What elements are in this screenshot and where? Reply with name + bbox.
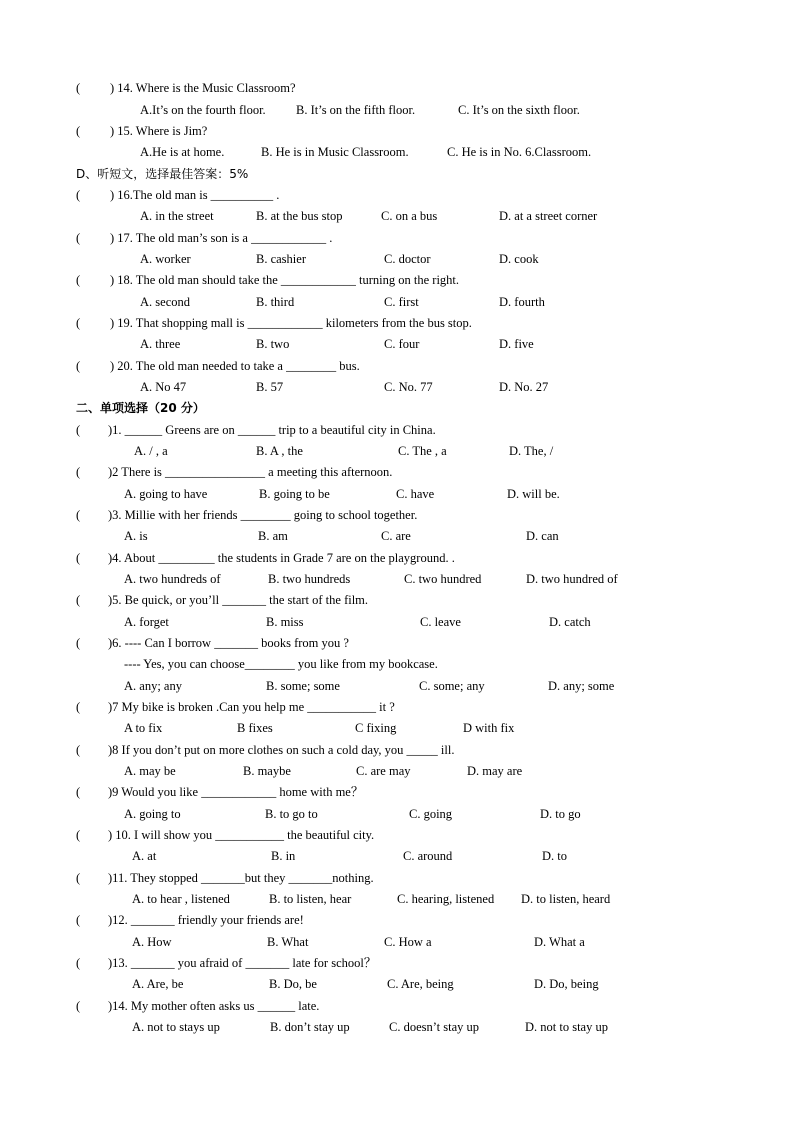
option-a: A. worker	[140, 252, 191, 266]
option-d: D. to go	[540, 807, 581, 821]
answer-paren: (	[76, 316, 81, 330]
option-b: B. cashier	[256, 252, 306, 266]
option-a: A. may be	[124, 764, 176, 778]
question-text: ) 15. Where is Jim?	[110, 124, 208, 138]
question-text: ---- Yes, you can choose________ you like from my bookcase.	[124, 657, 438, 671]
option-a: A. two hundreds of	[124, 572, 221, 586]
option-d: D. can	[526, 529, 559, 543]
option-b: B. A , the	[256, 444, 303, 458]
answer-paren: (	[76, 743, 81, 757]
option-d: D. not to stay up	[525, 1020, 608, 1034]
option-d: D. Do, being	[534, 977, 599, 991]
option-d: D. two hundred of	[526, 572, 618, 586]
answer-paren: (	[76, 231, 81, 245]
option-a: A. any; any	[124, 679, 182, 693]
question-text: )14. My mother often asks us ______ late.	[108, 999, 320, 1013]
question-text: ) 18. The old man should take the ____________ turning on the right.	[110, 273, 460, 287]
option-c: C. It’s on the sixth floor.	[458, 103, 580, 117]
answer-paren: (	[76, 700, 81, 714]
option-c: C. going	[409, 807, 453, 821]
question-text: ) 16.The old man is __________ .	[110, 188, 280, 202]
option-d: D. No. 27	[499, 380, 549, 394]
answer-paren: (	[76, 273, 81, 287]
option-a: A. in the street	[140, 209, 214, 223]
question-text: )4. About _________ the students in Grade 7 are on the playground. .	[108, 551, 455, 565]
option-b: B. to go to	[265, 807, 318, 821]
question-text: )6. ---- Can I borrow _______ books from you ?	[108, 636, 349, 650]
option-c: C. hearing, listened	[397, 892, 495, 906]
option-b: B. don’t stay up	[270, 1020, 350, 1034]
answer-paren: (	[76, 785, 81, 799]
option-c: C. He is in No. 6.Classroom.	[447, 145, 592, 159]
answer-paren: (	[76, 828, 81, 842]
question-text: )13. _______ you afraid of _______ late for school？	[108, 956, 377, 970]
option-b: B. am	[258, 529, 288, 543]
option-d: D. cook	[499, 252, 539, 266]
answer-paren: (	[76, 81, 81, 95]
option-d: D. catch	[549, 615, 591, 629]
option-a: A. three	[140, 337, 181, 351]
option-a: A.It’s on the fourth floor.	[140, 103, 266, 117]
option-a: A. to hear , listened	[132, 892, 230, 906]
option-a: A. No 47	[140, 380, 187, 394]
exam-page: ( ) 14. Where is the Music Classroom? A.It’s on the fourth floor. B. It’s on the fifth floor. C. It’s on the sixth floor. ( ) 15. Where is Jim? A.He is at home. B. He is in Music Classroom. C. He is in No. 6.Classroom. D、听短文，选择最佳答案：5% ( ) 16.The old man is __________ . A. in the street B. at the bus stop C. on a bus D. at a street corner ( ) 17. The old man’s son is a ____________ . A. worker B. cashier C. doctor D. cook ( ) 18. The old man should take the ____________ turning on the right. A. second B. third C. first D. fourth ( ) 19. That shopping mall is ____________ kilometers from the bus stop. A. three B. two C. four D. five ( ) 20. The old man needed to take a ________ bus. A. No 47 B. 57 C. No. 77 D. No. 27 二、单项选择（20 分） ( )1. ______ Greens are on ______ trip to a beautiful city in China. A. / , a B. A , the C. The , a D. The, / ( )2 There is ________________ a meeting this afternoon. A. going to have B. going to be C. have D. will be. ( )3. Millie with her friends ________ going to school together. A. is B. am C. are D. can ( )4. About _________ the students in Grade 7 are on the playground. . A. two hundreds of B. two hundreds C. two hundred D. two hundred of ( )5. Be quick, or you’ll _______ the start of the film. A. forget B. miss C. leave D. catch ( )6. ---- Can I borrow _______ books from you ? ---- Yes, you can choose________ you like from my bookcase. A. any; any B. some; some C. some; any D. any; some ( )7 My bike is broken .Can you help me ___________ it ? A to fix B fixes C fixing D with fix ( )8 If you don’t put on more clothes on such a cold day, you _____ ill. A. may be B. maybe C. are may D. may are ( )9 Would you like ____________ home with me？ A. going to B. to go to C. going D. to go ( ) 10. I will show you ___________ the beautiful city. A. at B. in C. around D. to ( )11. They stopped _______but they _______nothing. A. to hear , listened B. to listen, hear C. hearing, listened D. to listen, heard ( )12. _______ friendly your friends are! A. How B. What C. How a D. What a ( )13. _______ you afraid of _______ late for school？ A. Are, be B. Do, be C. Are, being D. Do, being ( )14. My mother often asks us ______ late. A. not to stays up B. don’t stay up C. doesn’t stay up D. not to stay up	[0, 0, 794, 1123]
option-a: A. is	[124, 529, 148, 543]
option-c: C. are may	[356, 764, 411, 778]
option-c: C. leave	[420, 615, 461, 629]
question-text: )7 My bike is broken .Can you help me ___________ it ?	[108, 700, 395, 714]
option-b: B. It’s on the fifth floor.	[296, 103, 416, 117]
question-text: )2 There is ________________ a meeting this afternoon.	[108, 465, 393, 479]
answer-paren: (	[76, 913, 81, 927]
question-text: )9 Would you like ____________ home with me？	[108, 785, 364, 799]
option-a: A to fix	[124, 721, 163, 735]
option-d: D. five	[499, 337, 534, 351]
option-c: C. The , a	[398, 444, 447, 458]
question-text: )3. Millie with her friends ________ going to school together.	[108, 508, 418, 522]
option-d: D. What a	[534, 935, 585, 949]
option-a: A. Are, be	[132, 977, 184, 991]
option-c: C. are	[381, 529, 411, 543]
option-c: C. doesn’t stay up	[389, 1020, 480, 1034]
option-a: A.He is at home.	[140, 145, 225, 159]
answer-paren: (	[76, 871, 81, 885]
question-text: ) 14. Where is the Music Classroom?	[110, 81, 296, 95]
option-b: B. Do, be	[269, 977, 317, 991]
answer-paren: (	[76, 508, 81, 522]
option-b: B. maybe	[243, 764, 291, 778]
option-c: C. two hundred	[404, 572, 482, 586]
answer-paren: (	[76, 636, 81, 650]
option-b: B. two hundreds	[268, 572, 351, 586]
question-text: ) 19. That shopping mall is ____________ kilometers from the bus stop.	[110, 316, 472, 330]
option-b: B. to listen, hear	[269, 892, 352, 906]
option-b: B. He is in Music Classroom.	[261, 145, 409, 159]
option-a: A. going to have	[124, 487, 208, 501]
option-c: C fixing	[355, 721, 397, 735]
option-d: D. fourth	[499, 295, 545, 309]
option-a: A. going to	[124, 807, 181, 821]
option-c: C. No. 77	[384, 380, 433, 394]
option-c: C. on a bus	[381, 209, 438, 223]
answer-paren: (	[76, 188, 81, 202]
option-c: C. have	[396, 487, 435, 501]
option-b: B. going to be	[259, 487, 330, 501]
option-c: C. around	[403, 849, 453, 863]
answer-paren: (	[76, 124, 81, 138]
option-a: A. at	[132, 849, 157, 863]
question-text: )11. They stopped _______but they _______nothing.	[108, 871, 374, 885]
option-c: C. first	[384, 295, 419, 309]
option-b: B. some; some	[266, 679, 340, 693]
option-d: D. to listen, heard	[521, 892, 611, 906]
question-text: ) 10. I will show you ___________ the beautiful city.	[108, 828, 375, 842]
option-b: B. miss	[266, 615, 304, 629]
option-d: D. any; some	[548, 679, 615, 693]
option-b: B. in	[271, 849, 296, 863]
option-d: D. to	[542, 849, 567, 863]
option-b: B. at the bus stop	[256, 209, 343, 223]
answer-paren: (	[76, 956, 81, 970]
question-text: )5. Be quick, or you’ll _______ the start of the film.	[108, 593, 369, 607]
option-b: B. What	[267, 935, 309, 949]
answer-paren: (	[76, 465, 81, 479]
option-d: D. at a street corner	[499, 209, 598, 223]
option-d: D with fix	[463, 721, 515, 735]
question-text: )1. ______ Greens are on ______ trip to a beautiful city in China.	[108, 423, 436, 437]
answer-paren: (	[76, 551, 81, 565]
answer-paren: (	[76, 359, 81, 373]
option-c: C. doctor	[384, 252, 431, 266]
option-a: A. forget	[124, 615, 169, 629]
option-c: C. some; any	[419, 679, 485, 693]
option-a: A. How	[132, 935, 172, 949]
option-c: C. How a	[384, 935, 432, 949]
answer-paren: (	[76, 999, 81, 1013]
question-text: ) 20. The old man needed to take a ________ bus.	[110, 359, 360, 373]
option-d: D. The, /	[509, 444, 554, 458]
answer-paren: (	[76, 593, 81, 607]
option-a: A. second	[140, 295, 190, 309]
option-b: B. two	[256, 337, 290, 351]
option-a: A. / , a	[134, 444, 168, 458]
question-text: )12. _______ friendly your friends are!	[108, 913, 304, 927]
option-d: D. will be.	[507, 487, 560, 501]
option-b: B. third	[256, 295, 295, 309]
option-c: C. Are, being	[387, 977, 454, 991]
option-c: C. four	[384, 337, 420, 351]
option-b: B. 57	[256, 380, 284, 394]
question-text: )8 If you don’t put on more clothes on such a cold day, you _____ ill.	[108, 743, 455, 757]
option-d: D. may are	[467, 764, 523, 778]
option-a: A. not to stays up	[132, 1020, 220, 1034]
option-b: B fixes	[237, 721, 273, 735]
question-text: ) 17. The old man’s son is a ____________ .	[110, 231, 333, 245]
answer-paren: (	[76, 423, 81, 437]
